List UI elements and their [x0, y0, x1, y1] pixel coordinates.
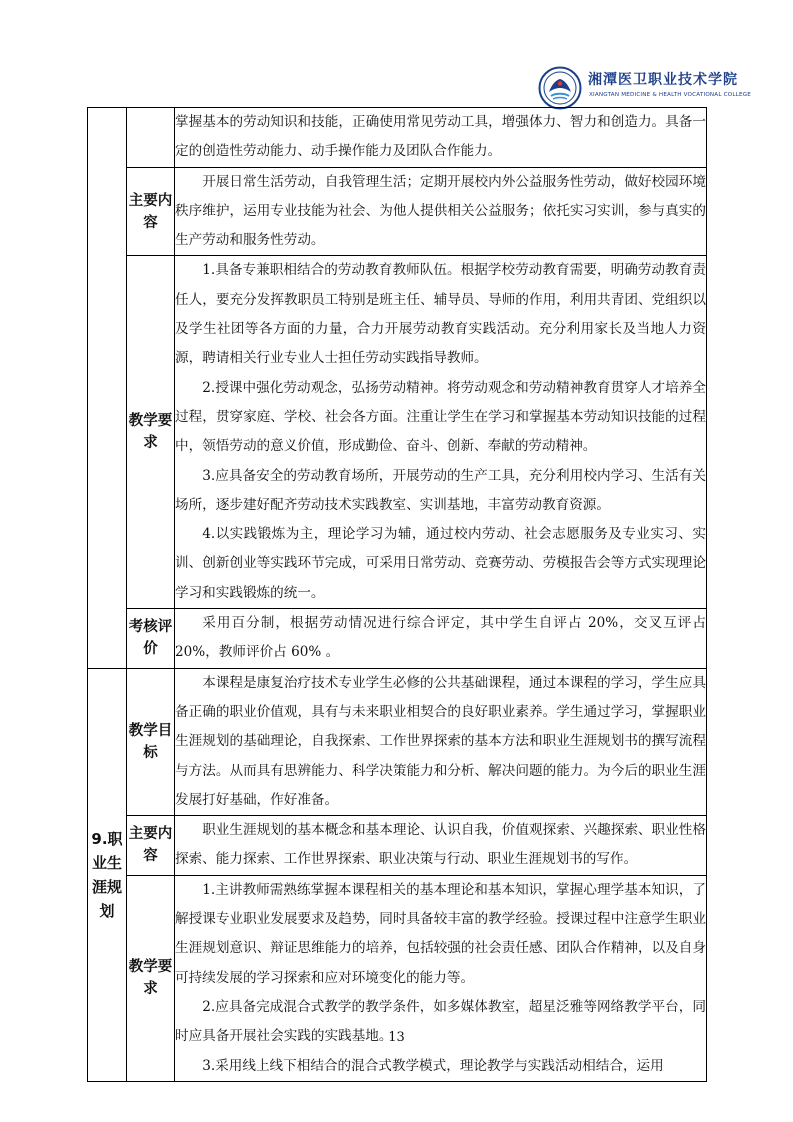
assessment-cell	[175, 609, 707, 669]
row-label-assessment: 考核评价	[127, 609, 175, 669]
table-row	[88, 167, 707, 256]
requirement-item: 2.应具备完成混合式教学的教学条件，如多媒体教室，超星泛雅等网络教学平台，同时应具备开展社会实践的实践基地。	[175, 998, 706, 1045]
category-cell: 9.职业生涯规划	[88, 668, 127, 1081]
content-text: 开展日常生活劳动，自我管理生活；定期开展校内外公益服务性劳动，做好校园环境秩序维护，运用专业技能为社会、为他人提供相关公益服务；依托实习实训，参与真实的生产劳动和服务性劳动。	[175, 173, 706, 249]
row-label-content: 主要内容	[127, 816, 175, 876]
row-label-goal: 教学目标	[127, 668, 175, 815]
table-row	[88, 875, 707, 1081]
content-cell	[175, 167, 707, 256]
assessment-text: 采用百分制，根据劳动情况进行综合评定，其中学生自评占 20%，交叉互评占 20%，教师评价占 60% 。	[175, 615, 706, 661]
page-number: 13	[388, 1030, 405, 1045]
requirement-item: 3.应具备安全的劳动教育场所，开展劳动的生产工具，充分利用校内学习、生活有关场所，逐步建好配齐劳动技术实践教室、实训基地，丰富劳动教育资源。	[175, 467, 706, 513]
college-emblem-icon	[538, 66, 582, 110]
goal-continuation-text: 掌握基本的劳动知识和技能，正确使用常见劳动工具，增强体力、智力和创造力。具备一定的创造性劳动能力、动手操作能力及团队合作能力。	[175, 114, 706, 160]
row-label-content: 主要内容	[127, 167, 175, 256]
course-table	[87, 107, 707, 1082]
row-label-requirements: 教学要求	[127, 256, 175, 609]
table-row	[88, 256, 707, 609]
row-label-requirements: 教学要求	[127, 875, 175, 1081]
table-row	[88, 609, 707, 669]
requirement-item: 1.主讲教师需熟练掌握本课程相关的基本理论和基本知识，掌握心理学基本知识，了解授课专业职业发展要求及趋势，同时具备较丰富的教学经验。授课过程中注意学生职业生涯规划意识、辩证思维能力的培养，包括较强的社会责任感、团队合作精神，以及自身可持续发展的学习探索和应对环境变化的能力等。	[175, 881, 706, 986]
goal-cell	[175, 668, 707, 815]
requirement-item: 3.采用线上线下相结合的混合式教学模式，理论教学与实践活动相结合，运用	[202, 1057, 664, 1074]
category-cell-empty	[88, 108, 127, 669]
table-row	[88, 816, 707, 876]
college-name-cn: 湘潭医卫职业技术学院	[588, 72, 738, 88]
college-name-en: XIANGTAN MEDICINE & HEALTH VOCATIONAL COLLEGE	[589, 92, 751, 98]
requirements-cell	[175, 875, 707, 1081]
requirement-item: 2.授课中强化劳动观念，弘扬劳动精神。将劳动观念和劳动精神教育贯穿人才培养全过程，贯穿家庭、学校、社会各方面。注重让学生在学习和掌握基本劳动知识技能的过程中，领悟劳动的意义价值，形成勤俭、奋斗、创新、奉献的劳动精神。	[175, 379, 706, 455]
goal-text: 本课程是康复治疗技术专业学生必修的公共基础课程，通过本课程的学习，学生应具备正确的职业价值观，具有与未来职业相契合的良好职业素养。学生通过学习，掌握职业生涯规划的基础理论，自我探索、工作世界探索的基本方法和职业生涯规划书的撰写流程与方法。从而具有思辨能力、科学决策能力和分析、解决问题的能力。为今后的职业生涯发展打好基础，作好准备。	[175, 674, 706, 808]
college-logo	[538, 66, 770, 110]
content-cell	[175, 816, 707, 876]
goal-continuation-cell	[175, 108, 707, 168]
requirements-cell	[175, 256, 707, 609]
table-row	[88, 108, 707, 168]
row-label-empty	[127, 108, 175, 168]
requirement-item: 1.具备专兼职相结合的劳动教育教师队伍。根据学校劳动教育需要，明确劳动教育责任人，要充分发挥教职员工特别是班主任、辅导员、导师的作用，利用共青团、党组织以及学生社团等各方面的力量，合力开展劳动教育实践活动。充分利用家长及当地人力资源，聘请相关行业专业人士担任劳动实践指导教师。	[175, 262, 706, 367]
requirement-item: 4.以实践锻炼为主，理论学习为辅，通过校内劳动、社会志愿服务及专业实习、实训、创新创业等实践环节完成，可采用日常劳动、竞赛劳动、劳模报告会等方式实现理论学习和实践锻炼的统一。	[175, 526, 706, 601]
content-text: 职业生涯规划的基本概念和基本理论、认识自我，价值观探索、兴趣探索、职业性格探索、能力探索、工作世界探索、职业决策与行动、职业生涯规划书的写作。	[175, 822, 706, 868]
table-row	[88, 668, 707, 815]
